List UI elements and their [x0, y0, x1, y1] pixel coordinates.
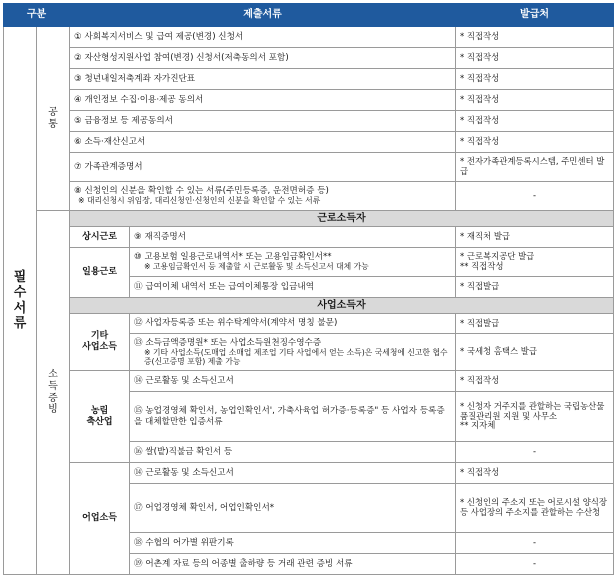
- doc-cell: [70, 182, 456, 211]
- issuer-cell: -: [456, 554, 614, 575]
- doc-cell: ⑯ 쌀(밭)직불금 확인서 등: [130, 442, 456, 463]
- doc-cell: ⑪ 급여이체 내역서 또는 급여이체통장 입금내역: [130, 277, 456, 298]
- doc-text: ⑩ 고용보험 일용근로내역서* 또는 고용임금확인서**: [134, 252, 332, 263]
- required-documents-table: [3, 3, 614, 575]
- table-row: [4, 27, 614, 48]
- issuer-cell: * 직접작성: [456, 48, 614, 69]
- doc-cell: [130, 334, 456, 371]
- labor-income-band: 근로소득자: [70, 211, 614, 227]
- doc-cell: ④ 개인정보 수집·이용·제공 동의서: [70, 90, 456, 111]
- doc-cell: ⑫ 사업자등록증 또는 위수탁계약서(계약서 명칭 불문): [130, 314, 456, 334]
- doc-cell: ⑤ 금융정보 등 제공동의서: [70, 111, 456, 132]
- issuer-cell: * 직접작성: [456, 463, 614, 484]
- doc-cell: ⑲ 어촌계 자료 등의 어종별 출하량 등 거래 관련 증빙 서류: [130, 554, 456, 575]
- daily-work-label: 일용근로: [70, 248, 130, 298]
- doc-cell: ⑥ 소득·재산신고서: [70, 132, 456, 153]
- doc-cell: ⑦ 가족관계증명서: [70, 153, 456, 182]
- section-band-row: [4, 298, 614, 314]
- header-documents: 제출서류: [70, 4, 456, 27]
- table-row: [4, 132, 614, 153]
- doc-note: ※ 대리신청시 위임장, 대리신청인·신청인의 신분을 확인할 수 있는 서류: [78, 196, 321, 206]
- doc-cell: ⑭ 근로활동 및 소득신고서: [130, 371, 456, 392]
- issuer-cell: -: [456, 533, 614, 554]
- doc-cell: ⑮ 농업경영체 확인서, 농업인확인서', 가축사육업 허가증·등록증" 등 사업자 등록증을 대체할만한 입증서류: [130, 392, 456, 442]
- issuer-cell: * 근로복지공단 발급 ** 직접작성: [456, 248, 614, 277]
- fishery-label: 어업소득: [70, 463, 130, 575]
- doc-cell: ② 자산형성지원사업 참여(변경) 신청서(저축동의서 포함): [70, 48, 456, 69]
- doc-text: ⑬ 소득금액증명원* 또는 사업소득원천징수영수증: [134, 337, 322, 348]
- issuer-cell: * 직접발급: [456, 277, 614, 298]
- farm-label: 농림 축산업: [70, 371, 130, 463]
- required-docs-label: 필 수 서 류: [4, 27, 37, 575]
- issuer-cell: * 직접작성: [456, 27, 614, 48]
- table-row: [4, 314, 614, 334]
- doc-cell: ⑨ 재직증명서: [130, 227, 456, 248]
- issuer-cell: * 신청자 거주지를 관할하는 국립농산물품질관리원 지원 및 사무소 ** 지자체: [456, 392, 614, 442]
- business-income-band: 사업소득자: [70, 298, 614, 314]
- table-row: [4, 48, 614, 69]
- table-row: [4, 227, 614, 248]
- header-category: 구분: [4, 4, 70, 27]
- doc-cell: ① 사회복지서비스 및 급여 제공(변경) 신청서: [70, 27, 456, 48]
- table-row: [4, 371, 614, 392]
- doc-cell: ⑰ 어업경영체 확인서, 어업인확인서*: [130, 484, 456, 533]
- doc-note: ※ 기타 사업소득(도매업 소매업 제조업 기타 사업에서 얻는 소득)은 국세청에 신고한 협수증(신고증명 포함) 제출 가능: [144, 347, 448, 367]
- table-row: [4, 153, 614, 182]
- issuer-cell: * 직접작성: [456, 69, 614, 90]
- doc-cell: ⑭ 근로활동 및 소득신고서: [130, 463, 456, 484]
- doc-cell: [130, 248, 456, 277]
- issuer-cell: * 국세청 홈택스 발급: [456, 334, 614, 371]
- regular-work-label: 상시근로: [70, 227, 130, 248]
- issuer-cell: -: [456, 182, 614, 211]
- header-issuer: 발급처: [456, 4, 614, 27]
- issuer-cell: * 전자가족관계등록시스템, 주민센터 발급: [456, 153, 614, 182]
- issuer-cell: * 직접작성: [456, 132, 614, 153]
- issuer-cell: -: [456, 442, 614, 463]
- table-header-row: [4, 4, 614, 27]
- issuer-cell: * 직접작성: [456, 111, 614, 132]
- section-band-row: [4, 211, 614, 227]
- doc-text: ⑧ 신청인의 신분을 확인할 수 있는 서류(주민등록증, 운전면허증 등): [74, 186, 329, 197]
- table-row: [4, 463, 614, 484]
- issuer-cell: * 직접발급: [456, 314, 614, 334]
- issuer-cell: * 신청인의 주소지 또는 어로시설 양식장 등 사업장의 주소지를 관할하는 수산청: [456, 484, 614, 533]
- table-row: [4, 69, 614, 90]
- table-row: [4, 90, 614, 111]
- doc-cell: ③ 청년내일저축계좌 자가진단표: [70, 69, 456, 90]
- income-proof-label: 소 득 증 빙: [37, 211, 70, 575]
- table-row: [4, 111, 614, 132]
- table-row: [4, 182, 614, 211]
- common-label: 공 통: [37, 27, 70, 211]
- issuer-cell: * 재직처 발급: [456, 227, 614, 248]
- doc-note: ※ 고용임금확인서 등 제출할 시 근로활동 및 소득신고서 대체 가능: [144, 262, 369, 272]
- other-business-label: 기타 사업소득: [70, 314, 130, 371]
- doc-cell: ⑱ 수협의 어가별 위판기록: [130, 533, 456, 554]
- table-row: [4, 248, 614, 277]
- issuer-cell: * 직접작성: [456, 371, 614, 392]
- issuer-cell: * 직접작성: [456, 90, 614, 111]
